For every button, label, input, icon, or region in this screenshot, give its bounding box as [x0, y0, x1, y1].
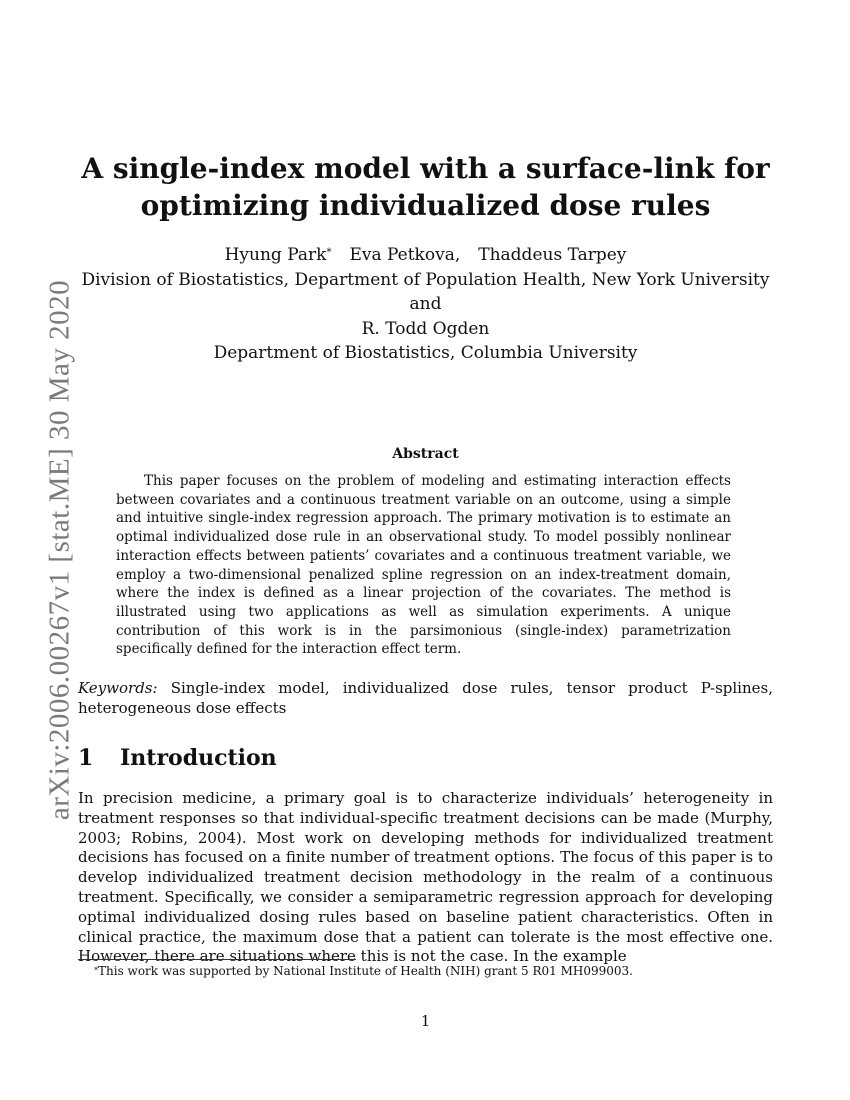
section-title: Introduction [120, 745, 277, 771]
author-footnote-mark: * [326, 247, 332, 258]
introduction-paragraph: In precision medicine, a primary goal is to characterize individuals’ heterogeneity in treatment responses so that individual-specific treatment decisions can be made (Murphy, 2003; Robins, 2004). Most work on developing methods for individualized treatment decisions has focused on a finite number of treatment options. The focus of this paper is to develop individualized treatment decision methodology in the realm of a continuous treatment. Specifically, we consider a semiparametric regression approach for developing optimal individualized dosing rules based on baseline patient characteristics. Often in clinical practice, the maximum dose that a patient can tolerate is the most effective one. However, there are situations where this is not the case. In the example [78, 789, 773, 966]
author-name-4: R. Todd Ogden [361, 318, 490, 339]
author-name-2: Eva Petkova, [349, 245, 461, 265]
affiliation-2: Department of Biostatistics, Columbia University [213, 343, 638, 363]
affiliation-1: Division of Biostatistics, Department of Population Health, New York University [81, 269, 770, 290]
section-heading [78, 745, 773, 771]
keywords-text: Single-index model, individualized dose rules, tensor product P-splines, heterogeneous dose effects [78, 679, 773, 717]
footnote-mark: * [94, 966, 98, 975]
footnote [94, 963, 774, 979]
author-conjunction: and [409, 294, 442, 314]
page-number: 1 [420, 1012, 431, 1030]
author-name-3: Thaddeus Tarpey [478, 245, 627, 265]
footnote-text: This work was supported by National Institute of Health (NIH) grant 5 R01 MH099003. [98, 964, 633, 978]
abstract-text: This paper focuses on the problem of modeling and estimating interaction effects between covariates and a continuous treatment variable on an outcome, using a simple and intuitive single-index regression approach. The primary motivation is to estimate an optimal individualized dose rule in an observational study. To model possibly nonlinear interaction effects between patients’ covariates and a continuous treatment variable, we employ a two-dimensional penalized spline regression on an index-treatment domain, where the index is defined as a linear projection of the covariates. The method is illustrated using two applications as well as simulation experiments. A unique contribution of this work is in the parsimonious (single-index) parametrization specifically defined for the interaction effect term. [116, 473, 731, 658]
author-name-1: Hyung Park [224, 245, 327, 265]
author-block [78, 243, 773, 366]
keywords-line [78, 679, 773, 718]
section-number: 1 [78, 745, 94, 771]
arxiv-identifier-stamp: arXiv:2006.00267v1 [stat.ME] 30 May 2020 [43, 279, 76, 821]
author-names-row [78, 243, 773, 268]
abstract-heading: Abstract [392, 446, 459, 462]
paper-title: A single-index model with a surface-link for optimizing individualized dose rules [81, 152, 770, 222]
keywords-label: Keywords: [78, 679, 158, 697]
footnote-divider [78, 959, 356, 960]
